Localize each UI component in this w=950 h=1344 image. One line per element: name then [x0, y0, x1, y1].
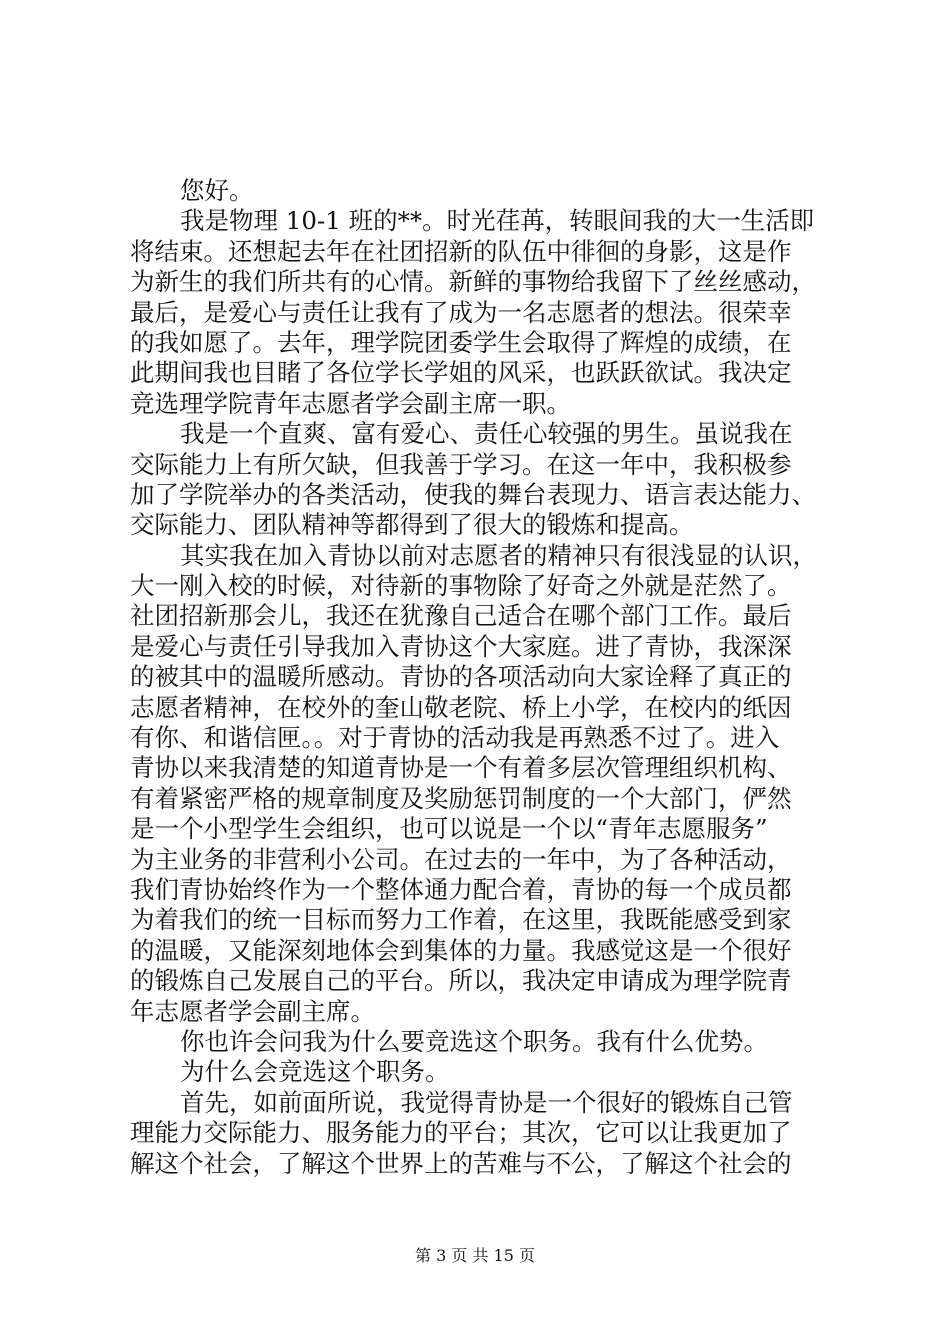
text-line: 是一个小型学生会组织，也可以说是一个以“青年志愿服务”	[130, 814, 768, 844]
text-line: 加了学院举办的各类活动，使我的舞台表现力、语言表达能力、	[130, 479, 816, 509]
text-line: 理能力交际能力、服务能力的平台；其次，它可以让我更加了	[130, 1118, 792, 1148]
document-body	[130, 176, 830, 1179]
text-line: 为什么会竞选这个职务。	[180, 1057, 450, 1087]
text-line: 您好。	[180, 176, 254, 205]
text-line: 年志愿者学会副主席。	[130, 996, 375, 1026]
text-line: 大一刚入校的时候，对待新的事物除了好奇之外就是茫然了。	[130, 571, 792, 601]
text-line: 的我如愿了。去年，理学院团委学生会取得了辉煌的成绩，在	[130, 327, 792, 357]
text-line: 首先，如前面所说，我觉得青协是一个很好的锻炼自己管	[180, 1087, 793, 1117]
text-line: 为主业务的非营利小公司。在过去的一年中，为了各种活动，	[130, 844, 792, 874]
text-line: 社团招新那会儿，我还在犹豫自己适合在哪个部门工作。最后	[130, 601, 792, 631]
text-line: 交际能力、团队精神等都得到了很大的锻炼和提高。	[130, 510, 694, 540]
text-line: 的锻炼自己发展自己的平台。所以，我决定申请成为理学院青	[130, 966, 792, 996]
text-line: 的被其中的温暖所感动。青协的各项活动向大家诠释了真正的	[130, 662, 792, 692]
text-line: 竞选理学院青年志愿者学会副主席一职。	[130, 388, 571, 418]
text-line: 是爱心与责任引导我加入青协这个大家庭。进了青协，我深深	[130, 631, 792, 661]
text-line: 其实我在加入青协以前对志愿者的精神只有很浅显的认识，	[180, 540, 817, 570]
text-line: 我们青协始终作为一个整体通力配合着，青协的每一个成员都	[130, 874, 792, 904]
text-line: 此期间我也目睹了各位学长学姐的风采，也跃跃欲试。我决定	[130, 358, 792, 388]
text-line: 解这个社会，了解这个世界上的苦难与不公，了解这个社会的	[130, 1148, 792, 1178]
text-line: 将结束。还想起去年在社团招新的队伍中徘徊的身影，这是作	[130, 236, 792, 266]
text-line: 有着紧密严格的规章制度及奖励惩罚制度的一个大部门，俨然	[130, 783, 792, 813]
text-line: 青协以来我清楚的知道青协是一个有着多层次管理组织机构、	[130, 753, 792, 783]
page-footer: 第 3 页 共 15 页	[415, 1246, 535, 1265]
text-line: 为新生的我们所共有的心情。新鲜的事物给我留下了丝丝感动，	[130, 267, 816, 297]
text-line: 我是物理 10-1 班的**。时光荏苒，转眼间我的大一生活即	[180, 206, 815, 236]
text-line: 最后，是爱心与责任让我有了成为一名志愿者的想法。很荣幸	[130, 297, 792, 327]
text-line: 你也许会问我为什么要竞选这个职务。我有什么优势。	[180, 1026, 768, 1056]
text-line: 为着我们的统一目标而努力工作着，在这里，我既能感受到家	[130, 905, 792, 935]
text-line: 交际能力上有所欠缺，但我善于学习。在这一年中，我积极参	[130, 449, 792, 479]
text-line: 志愿者精神，在校外的奎山敬老院、桥上小学，在校内的纸因	[130, 692, 792, 722]
text-line: 有你、和谐信匣。。对于青协的活动我是再熟悉不过了。进入	[130, 723, 780, 753]
text-line: 我是一个直爽、富有爱心、责任心较强的男生。虽说我在	[180, 419, 793, 449]
text-line: 的温暖，又能深刻地体会到集体的力量。我感觉这是一个很好	[130, 935, 792, 965]
